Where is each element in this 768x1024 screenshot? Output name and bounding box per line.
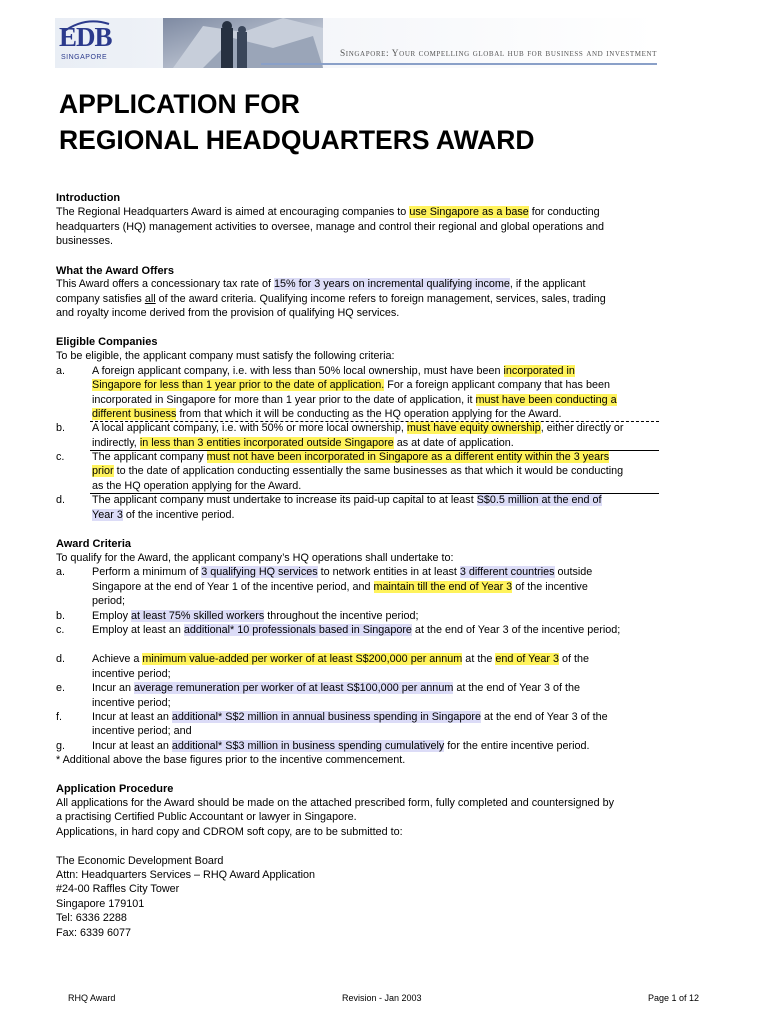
- offers-line: and royalty income derived from the provision of qualifying HQ services.: [56, 307, 400, 319]
- edb-logo: EDB: [59, 22, 112, 52]
- address-line: Tel: 6336 2288: [56, 912, 127, 924]
- edb-logo-subtitle: SINGAPORE: [61, 54, 108, 61]
- intro-line: The Regional Headquarters Award is aimed at encouraging companies to use Singapore as a base for conducting: [56, 206, 600, 218]
- section-heading-eligible: Eligible Companies: [56, 336, 158, 348]
- banner-divider: [261, 63, 657, 65]
- intro-line: headquarters (HQ) management activities to oversee, manage and control their regional and global operations and: [56, 221, 604, 233]
- address-line: Attn: Headquarters Services – RHQ Award Application: [56, 869, 316, 881]
- section-heading-offers: What the Award Offers: [56, 265, 174, 277]
- section-heading-procedure: Application Procedure: [56, 783, 174, 795]
- footer-center: Revision - Jan 2003: [342, 993, 422, 1003]
- procedure-line: a practising Certified Public Accountant or lawyer in Singapore.: [56, 811, 357, 823]
- intro-line: businesses.: [56, 235, 114, 247]
- procedure-line: Applications, in hard copy and CDROM soft copy, are to be submitted to:: [56, 826, 403, 838]
- address-line: Singapore 179101: [56, 898, 145, 910]
- procedure-line: All applications for the Award should be made on the attached prescribed form, fully completed and countersigned by: [56, 797, 614, 809]
- page-title-line2: REGIONAL HEADQUARTERS AWARD: [59, 125, 535, 155]
- address-line: Fax: 6339 6077: [56, 927, 132, 939]
- section-heading-introduction: Introduction: [56, 192, 121, 204]
- header-banner: [55, 18, 657, 68]
- page-title-line1: APPLICATION FOR: [59, 89, 300, 119]
- document-page: EDB SINGAPORE Singapore: Your compelling global hub for business and investment APPLICATION FOR REGIONAL HEADQUARTERS AWARD Introduction The Regional Headquarters Award is aimed at encouraging companies to use Singapore as a base for conducting headquarters (HQ) management activities to oversee, manage and control their regional and global operations and businesses. What the Award Offers This Award offers a concessionary tax rate of 15% for 3 years on incremental qualifying income, if the applicant company satisfies all of the award criteria. Qualifying income refers to foreign management, services, sales, trading and royalty income derived from the provision of qualifying HQ services. Eligible Companies To be eligible, the applicant company must satisfy the following criteria: a. A foreign applicant company, i.e. with less than 50% local ownership, must have been incorporated in Singapore for less than 1 year prior to the date of application. For a foreign applicant company that has been incorporated in Singapore for more than 1 year prior to the date of application, it must have been conducting a different business from that which it will be conducting as the HQ operation applying for the Award. b. A local applicant company, i.e. with 50% or more local ownership, must have equity ownership, either directly or indirectly, in less than 3 entities incorporated outside Singapore as at date of application. c. The applicant company must not have been incorporated in Singapore as a different entity within the 3 years prior to the date of application conducting essentially the same businesses as that which it would be conducting as the HQ operation applying for the Award. d. The applicant company must undertake to increase its paid-up capital to at least S$0.5 million at the end of Year 3 of the incentive period. Award Criteria To qualify for the Award, the applicant company’s HQ operations shall undertake to: a. Perform a minimum of 3 qualifying HQ services to network entities in at least 3 different countries outside Singapore at the end of Year 1 of the incentive period, and maintain till the end of Year 3 of the incentive period; b. Employ at least 75% skilled workers throughout the incentive period; c. Employ at least an additional* 10 professionals based in Singapore at the end of Year 3 of the incentive period; d. Achieve a minimum value-added per worker of at least S$200,000 per annum at the end of Year 3 of the incentive period; e. Incur an average remuneration per worker of at least S$100,000 per annum at the end of Year 3 of the incentive period; f. Incur at least an additional* S$2 million in annual business spending in Singapore at the end of Year 3 of the incentive period; and g. Incur at least an additional* S$3 million in business spending cumulatively for the entire incentive period. * Additional above the base figures prior to the incentive commencement. Application Procedure All applications for the Award should be made on the attached prescribed form, fully completed and countersigned by a practising Certified Public Accountant or lawyer in Singapore. Applications, in hard copy and CDROM soft copy, are to be submitted to: The Economic Development Board Attn: Headquarters Services – RHQ Award Application #24-00 Raffles City Tower Singapore 179101 Tel: 6336 2288 Fax: 6339 6077 RHQ Award Revision - Jan 2003 Page 1 of 12: [0, 0, 768, 1024]
- address-line: The Economic Development Board: [56, 855, 224, 867]
- criteria-intro: To qualify for the Award, the applicant company’s HQ operations shall undertake to:: [56, 552, 454, 564]
- eligible-intro: To be eligible, the applicant company must satisfy the following criteria:: [56, 350, 395, 362]
- section-heading-criteria: Award Criteria: [56, 538, 131, 550]
- footer-left: RHQ Award: [68, 993, 116, 1003]
- banner-photo-icon: [163, 18, 323, 68]
- offers-line: company satisfies all of the award criteria. Qualifying income refers to foreign management, services, sales, trading: [56, 293, 606, 305]
- address-line: #24-00 Raffles City Tower: [56, 883, 180, 895]
- footer-page-number: Page 1 of 12: [648, 993, 700, 1003]
- criteria-footnote: * Additional above the base figures prior to the incentive commencement.: [56, 754, 406, 766]
- offers-line: This Award offers a concessionary tax rate of 15% for 3 years on incremental qualifying income, if the applicant: [56, 278, 586, 290]
- banner-tagline: Singapore: Your compelling global hub for business and investment: [339, 49, 657, 59]
